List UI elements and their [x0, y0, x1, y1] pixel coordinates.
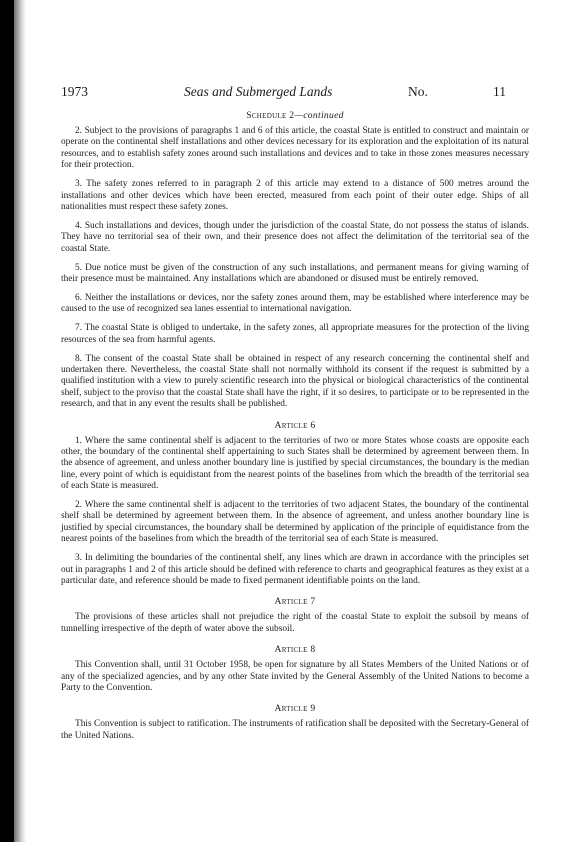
header-year: 1973: [61, 84, 88, 99]
article-6-paragraph: 3. In delimiting the boundaries of the continental shelf, any lines which are drawn in accordance with the principles set out in paragraphs 1 and 2 of this article should be defined with reference to charts and geographical features as they exist at a particular date, and reference should be made to fixed permanent identifiable points on the land.: [61, 553, 529, 586]
article-6-paragraph: 1. Where the same continental shelf is adjacent to the territories of two or more States whose coasts are opposite each other, the boundary of the continental shelf appertaining to such States shall be determined by agreement between them. In the absence of agreement, and unless another boundary line is justified by special circumstances, the boundary is the median line, every point of which is equidistant from the nearest points of the baselines from which the breadth of the territorial sea of each State is measured.: [61, 435, 529, 492]
schedule-paragraph: 7. The coastal State is obliged to undertake, in the safety zones, all appropriate measures for the protection of the living resources of the sea from harmful agents.: [61, 323, 529, 345]
article-7-heading: Article 7: [274, 596, 316, 608]
schedule-paragraph: 5. Due notice must be given of the construction of any such installations, and permanent means for giving warning of their presence must be maintained. Any installations which are abandoned or disused must be entirely removed.: [61, 262, 529, 284]
article-9-heading: Article 9: [274, 703, 316, 715]
article-6-heading: Article 6: [274, 419, 316, 431]
document-page: [14, 0, 576, 842]
schedule-paragraph: 6. Neither the installations or devices, nor the safety zones around them, may be established where interference may be caused to the use of recognized sea lanes essential to international navigation.: [61, 292, 529, 315]
article-7-paragraph: The provisions of these articles shall not prejudice the right of the coastal State to exploit the subsoil by means of tunnelling irrespective of the depth of water above the subsoil.: [61, 612, 529, 634]
schedule-paragraph: 4. Such installations and devices, though under the jurisdiction of the coastal State, do not possess the status of islands. They have no territorial sea of their own, and their presence does not affect the delimitation of the territorial sea of the coastal State.: [61, 220, 529, 254]
schedule-paragraph: 8. The consent of the coastal State shall be obtained in respect of any research concerning the continental shelf and undertaken there. Nevertheless, the coastal State shall not normally withhold its consent if the request is submitted by a qualified institution with a view to purely scientific research into the physical or biological characteristics of the continental shelf, subject to the proviso that the coastal State shall have the right, if it so desires, to participate or to be represented in the research, and that in any event the results shall be published.: [61, 353, 529, 410]
article-8-heading: Article 8: [274, 644, 316, 656]
article-6-paragraph: 2. Where the same continental shelf is adjacent to the territories of two adjacent States, the boundary of the continental shelf shall be determined by agreement between them. In the absence of agreement, and unless another boundary line is justified by special circumstances, the boundary shall be determined by application of the principle of equidistance from the nearest points of the baselines from which the breadth of the territorial sea of each State is measured.: [61, 500, 529, 545]
header-page-number: 11: [493, 84, 506, 99]
article-9-paragraph: This Convention is subject to ratification. The instruments of ratification shall be deposited with the Secretary-General of the United Nations.: [61, 719, 529, 741]
binding-shadow: [14, 0, 26, 842]
schedule-paragraph: 3. The safety zones referred to in paragraph 2 of this article may extend to a distance of 500 metres around the installations and other devices which have been erected, measured from each point of their outer edge. Ships of all nationalities must respect these safety zones.: [61, 179, 529, 212]
header-title: Seas and Submerged Lands: [184, 84, 333, 99]
schedule-heading-label: Schedule 2: [246, 110, 295, 121]
schedule-paragraph: 2. Subject to the provisions of paragraphs 1 and 6 of this article, the coastal State is entitled to construct and maintain or operate on the continental shelf installations and other devices necessary for its exploration and the exploitation of its natural resources, and to establish safety zones around such installations and devices and to take in those zones measures necessary for their protection.: [61, 126, 529, 171]
running-header: [14, 84, 576, 104]
article-8-paragraph: This Convention shall, until 31 October 1958, be open for signature by all States Members of the United Nations or of any of the specialized agencies, and by any other State invited by the General Assembly of the United Nations to become a Party to the Convention.: [61, 660, 529, 694]
page-body: [61, 110, 529, 750]
header-no-label: No.: [408, 84, 428, 99]
schedule-heading-suffix: —continued: [294, 110, 344, 121]
schedule-heading: [61, 110, 529, 121]
